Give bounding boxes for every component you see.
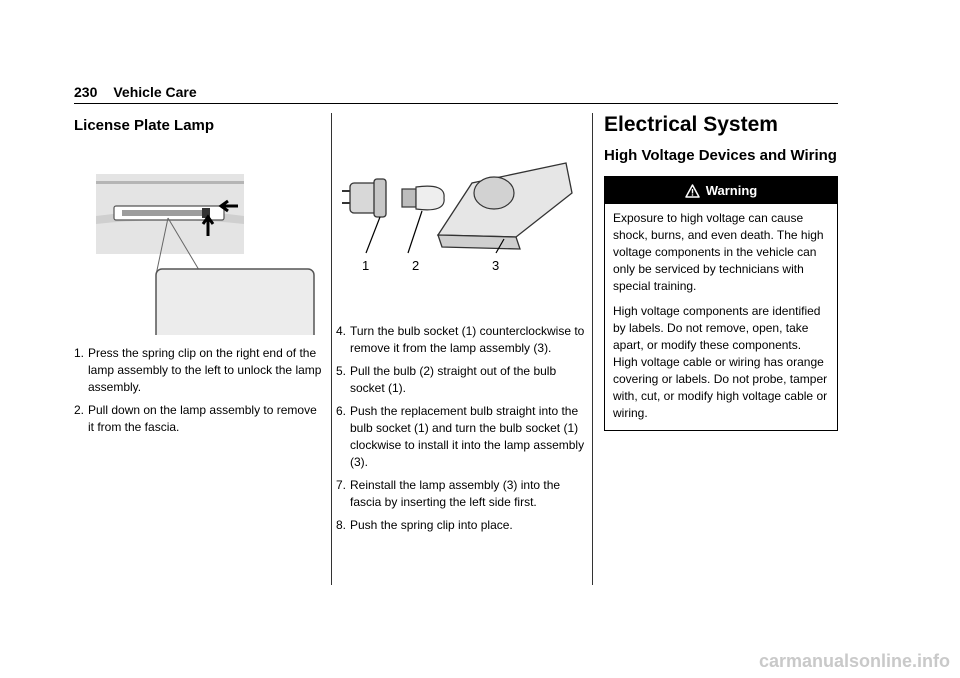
warning-label: Warning (705, 183, 758, 198)
page-number: 230 (74, 84, 98, 100)
warning-paragraph: Exposure to high voltage can cause shock, burns, and even death. The high voltage components in the vehicle can only be serviced by technicians with special training. (613, 211, 824, 293)
watermark: carmanualsonline.info (758, 651, 950, 671)
section-title: Vehicle Care (113, 84, 197, 100)
left-column (74, 113, 324, 442)
header-rule (74, 103, 838, 104)
step-item: 7. Reinstall the lamp assembly (3) into the fascia by inserting the left side first. (336, 478, 561, 509)
bulb-replacement-steps (336, 323, 586, 534)
high-voltage-heading: High Voltage Devices and Wiring (604, 147, 837, 164)
column-divider-left (331, 113, 332, 585)
callout-2: 2 (412, 258, 420, 273)
license-plate-lamp-illustration (74, 150, 324, 335)
warning-body (605, 204, 837, 430)
callout-3: 3 (492, 258, 500, 273)
step-item: 5. Pull the bulb (2) straight out of the bulb socket (1). (336, 364, 557, 395)
middle-column (336, 113, 586, 540)
step-item: 4. Turn the bulb socket (1) counterclockwise to remove it from the lamp assembly (3). (336, 324, 585, 355)
step-item: 2. Pull down on the lamp assembly to remove it from the fascia. (74, 403, 317, 434)
bulb-socket-illustration (336, 153, 586, 313)
step-item: 6. Push the replacement bulb straight into the bulb socket (1) and turn the bulb socket (1) clockwise to install it into the lamp assembly (3). (336, 404, 585, 469)
right-column (604, 113, 838, 431)
callout-1: 1 (362, 258, 370, 273)
column-divider-right (592, 113, 593, 585)
step-item: 1. Press the spring clip on the right end of the lamp assembly to the left to unlock the lamp assembly. (74, 346, 322, 394)
warning-icon (685, 184, 700, 198)
warning-paragraph: High voltage components are identified by labels. Do not remove, open, take apart, or modify these components. High voltage cable or wiring has orange covering or labels. Do not probe, tamper with, cut, or modify high voltage cable or wiring. (613, 304, 828, 420)
page-header (74, 84, 197, 100)
license-lamp-steps (74, 345, 324, 436)
license-plate-lamp-heading: License Plate Lamp (74, 117, 215, 134)
chapter-title: Electrical System (604, 113, 778, 136)
warning-box (604, 176, 838, 431)
step-item: 8. Push the spring clip into place. (336, 518, 513, 532)
warning-header (605, 177, 837, 204)
